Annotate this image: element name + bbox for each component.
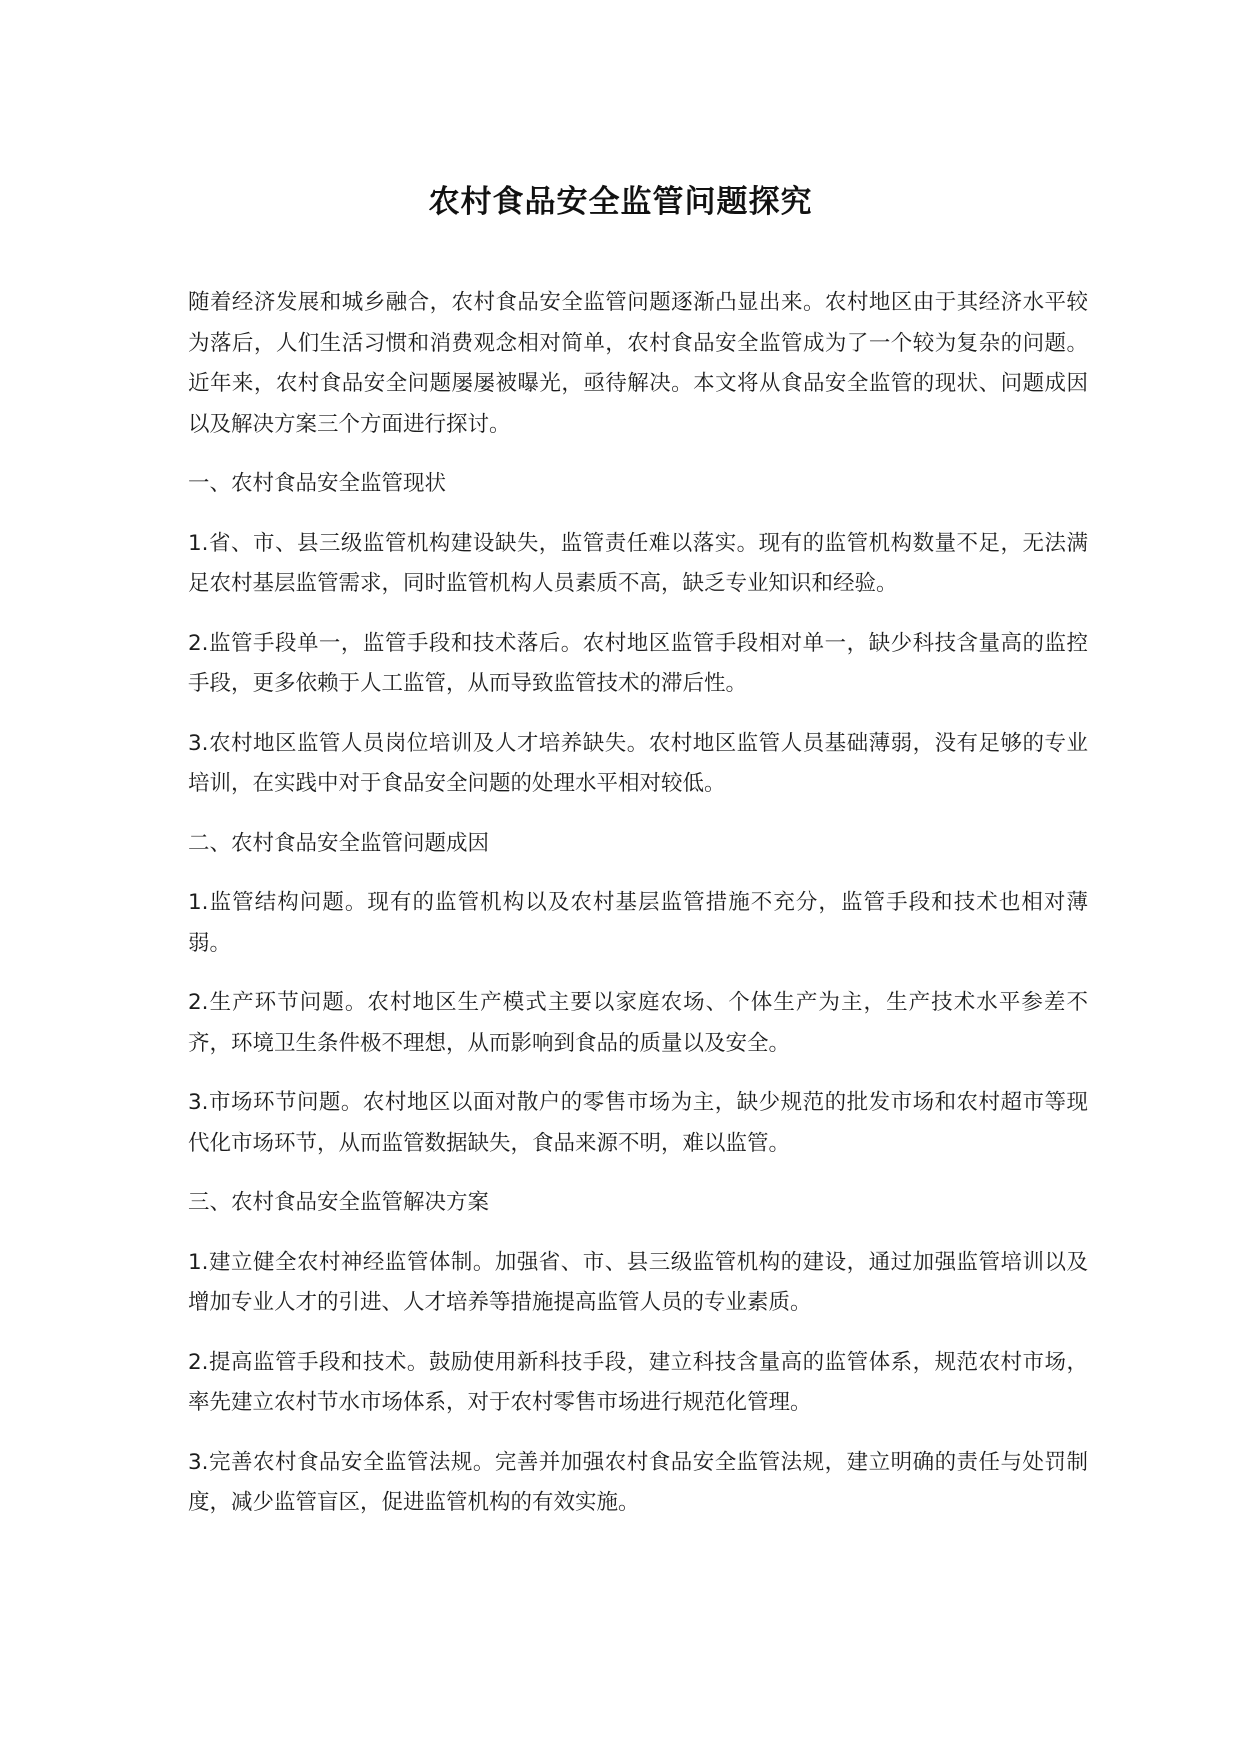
status-item-3: 3.农村地区监管人员岗位培训及人才培养缺失。农村地区监管人员基础薄弱，没有足够的专业培训，在实践中对于食品安全问题的处理水平相对较低。 — [188, 730, 1088, 796]
document-body — [188, 283, 1088, 1543]
causes-item-3: 3.市场环节问题。农村地区以面对散户的零售市场为主，缺少规范的批发市场和农村超市等现代化市场环节，从而监管数据缺失，食品来源不明，难以监管。 — [188, 1090, 1088, 1156]
section-heading-status: 一、农村食品安全监管现状 — [188, 471, 447, 496]
status-item-2: 2.监管手段单一，监管手段和技术落后。农村地区监管手段相对单一，缺少科技含量高的监控手段，更多依赖于人工监管，从而导致监管技术的滞后性。 — [188, 630, 1088, 696]
solutions-item-3: 3.完善农村食品安全监管法规。完善并加强农村食品安全监管法规，建立明确的责任与处罚制度，减少监管盲区，促进监管机构的有效实施。 — [188, 1449, 1088, 1515]
causes-item-2: 2.生产环节问题。农村地区生产模式主要以家庭农场、个体生产为主，生产技术水平参差不齐，环境卫生条件极不理想，从而影响到食品的质量以及安全。 — [188, 990, 1088, 1056]
section-heading-solutions: 三、农村食品安全监管解决方案 — [188, 1190, 490, 1215]
section-heading-causes: 二、农村食品安全监管问题成因 — [188, 830, 490, 856]
document-title: 农村食品安全监管问题探究 — [428, 184, 813, 220]
causes-item-1: 1.监管结构问题。现有的监管机构以及农村基层监管措施不充分，监管手段和技术也相对薄弱。 — [188, 890, 1088, 956]
solutions-item-1: 1.建立健全农村神经监管体制。加强省、市、县三级监管机构的建设，通过加强监管培训以及增加专业人才的引进、人才培养等措施提高监管人员的专业素质。 — [188, 1249, 1088, 1315]
intro-paragraph: 随着经济发展和城乡融合，农村食品安全监管问题逐渐凸显出来。农村地区由于其经济水平较为落后，人们生活习惯和消费观念相对简单，农村食品安全监管成为了一个较为复杂的问题。近年来，农村食品安全问题屡屡被曝光，亟待解决。本文将从食品安全监管的现状、问题成因以及解决方案三个方面进行探讨。 — [188, 290, 1088, 437]
status-item-1: 1.省、市、县三级监管机构建设缺失，监管责任难以落实。现有的监管机构数量不足，无法满足农村基层监管需求，同时监管机构人员素质不高，缺乏专业知识和经验。 — [188, 530, 1088, 596]
solutions-item-2: 2.提高监管手段和技术。鼓励使用新科技手段，建立科技含量高的监管体系，规范农村市场，率先建立农村节水市场体系，对于农村零售市场进行规范化管理。 — [188, 1349, 1088, 1415]
